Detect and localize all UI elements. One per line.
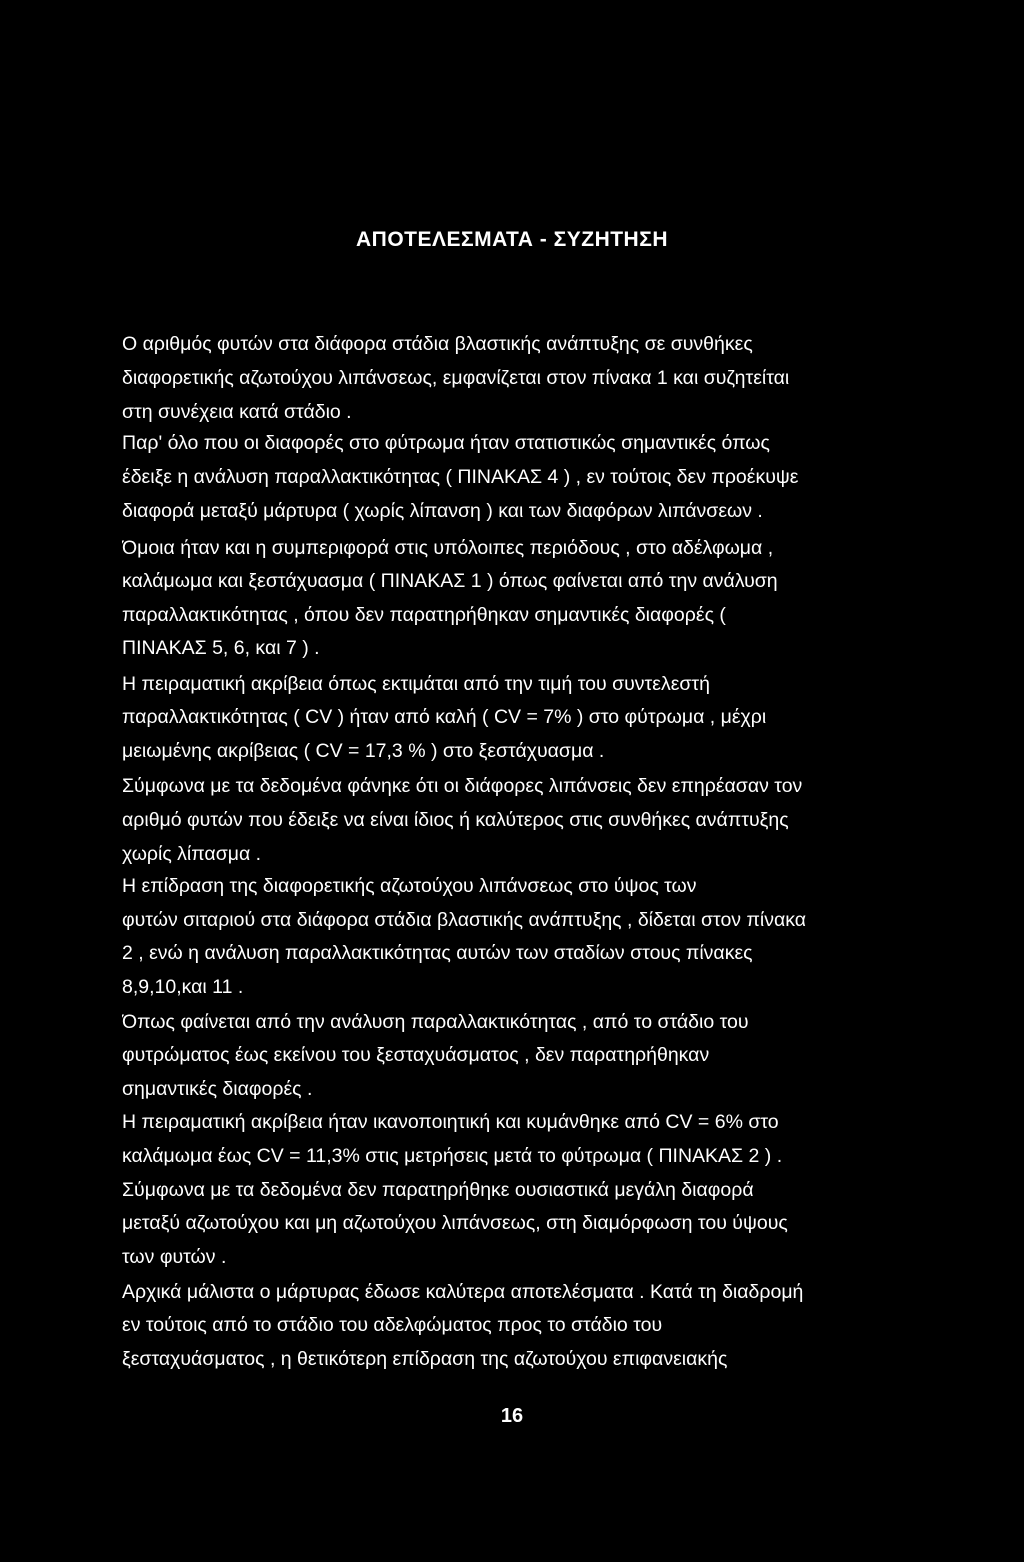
page-number: 16 <box>500 1405 524 1427</box>
text-line: χωρίς λίπασμα . <box>122 843 262 865</box>
text-line: ΠΙΝΑΚΑΣ 5, 6, και 7 ) . <box>122 637 320 659</box>
text-line: εν τούτοις από το στάδιο του αδελφώματος προς το στάδιο του <box>122 1314 663 1336</box>
text-line: φυτρώματος έως εκείνου του ξεσταχυάσματος , δεν παρατηρήθηκαν <box>122 1044 710 1066</box>
text-line: Η πειραματική ακρίβεια ήταν ικανοποιητική και κυμάνθηκε από CV = 6% στο <box>122 1111 779 1133</box>
text-line: αριθμό φυτών που έδειξε να είναι ίδιος ή καλύτερος στις συνθήκες ανάπτυξης <box>122 809 789 831</box>
text-line: Όπως φαίνεται από την ανάλυση παραλλακτικότητας , από το στάδιο του <box>122 1011 749 1033</box>
text-line: Σύμφωνα με τα δεδομένα φάνηκε ότι οι διάφορες λιπάνσεις δεν επηρέασαν τον <box>122 775 803 797</box>
text-line: 8,9,10,και 11 . <box>122 976 244 998</box>
text-line: διαφορετικής αζωτούχου λιπάνσεως, εμφανίζεται στον πίνακα 1 και συζητείται <box>122 367 790 389</box>
text-line: καλάμωμα και ξεστάχυασμα ( ΠΙΝΑΚΑΣ 1 ) όπως φαίνεται από την ανάλυση <box>122 570 778 592</box>
text-line: μειωμένης ακρίβειας ( CV = 17,3 % ) στο ξεστάχυασμα . <box>122 740 605 762</box>
text-line: διαφορά μεταξύ μάρτυρα ( χωρίς λίπανση ) και των διαφόρων λιπάνσεων . <box>122 500 763 522</box>
text-line: Όμοια ήταν και η συμπεριφορά στις υπόλοιπες περιόδους , στο αδέλφωμα , <box>122 537 774 559</box>
text-line: Ο αριθμός φυτών στα διάφορα στάδια βλαστικής ανάπτυξης σε συνθήκες <box>122 333 753 355</box>
text-line: έδειξε η ανάλυση παραλλακτικότητας ( ΠΙΝΑΚΑΣ 4 ) , εν τούτοις δεν προέκυψε <box>122 466 799 488</box>
text-line: Η επίδραση της διαφορετικής αζωτούχου λιπάνσεως στο ύψος των <box>122 875 697 897</box>
text-line: μεταξύ αζωτούχου και μη αζωτούχου λιπάνσεως, στη διαμόρφωση του ύψους <box>122 1212 788 1234</box>
text-line: Παρ' όλο που οι διαφορές στο φύτρωμα ήταν στατιστικώς σημαντικές όπως <box>122 432 770 454</box>
text-line: φυτών σιταριού στα διάφορα στάδια βλαστικής ανάπτυξης , δίδεται στον πίνακα <box>122 909 807 931</box>
text-line: Αρχικά μάλιστα ο μάρτυρας έδωσε καλύτερα αποτελέσματα . Κατά τη διαδρομή <box>122 1281 804 1303</box>
text-line: Σύμφωνα με τα δεδομένα δεν παρατηρήθηκε ουσιαστικά μεγάλη διαφορά <box>122 1179 754 1201</box>
text-line: Η πειραματική ακρίβεια όπως εκτιμάται από την τιμή του συντελεστή <box>122 673 710 695</box>
text-line: καλάμωμα έως CV = 11,3% στις μετρήσεις μετά το φύτρωμα ( ΠΙΝΑΚΑΣ 2 ) . <box>122 1145 783 1167</box>
text-line: παραλλακτικότητας , όπου δεν παρατηρήθηκαν σημαντικές διαφορές ( <box>122 604 726 626</box>
text-line: παραλλακτικότητας ( CV ) ήταν από καλή ( CV = 7% ) στο φύτρωμα , μέχρι <box>122 706 767 728</box>
text-line: στη συνέχεια κατά στάδιο . <box>122 401 352 423</box>
text-line: ξεσταχυάσματος , η θετικότερη επίδραση της αζωτούχου επιφανειακής <box>122 1348 728 1370</box>
text-line: 2 , ενώ η ανάλυση παραλλακτικότητας αυτών των σταδίων στους πίνακες <box>122 942 753 964</box>
text-line: των φυτών . <box>122 1246 227 1268</box>
text-line: σημαντικές διαφορές . <box>122 1078 313 1100</box>
section-title: ΑΠΟΤΕΛΕΣΜΑΤΑ - ΣΥΖΗΤΗΣΗ <box>356 228 668 251</box>
